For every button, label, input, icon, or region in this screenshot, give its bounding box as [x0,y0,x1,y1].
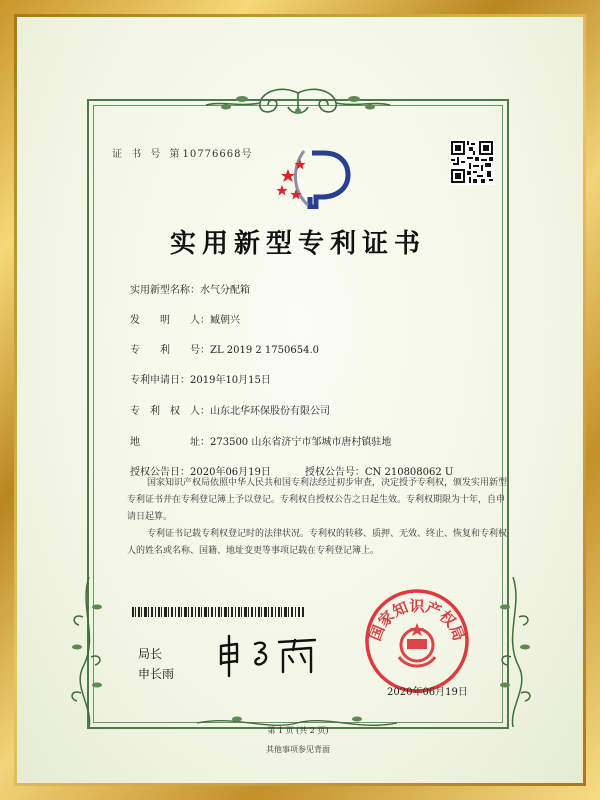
top-ornament-icon [202,87,394,119]
seal-text: 国家知识产权局 [365,597,469,644]
field-row-address [130,433,391,448]
official-seal-icon [363,587,471,695]
qr-code-icon [449,139,495,185]
handwritten-signature-icon [215,632,323,678]
right-ornament-icon [493,577,533,727]
field-label: 专 利 权 人： [130,406,210,417]
director-title: 局长 [138,647,163,661]
director-name: 申长雨 [138,667,175,681]
field-value: ZL 2019 2 1750654.0 [210,345,320,356]
field-row-inventor [130,311,240,326]
certificate-number-suffix: 号 [241,149,253,160]
field-row-name [130,281,250,296]
field-label: 地 址： [130,437,210,448]
back-note: 其他事项参见背面 [266,745,330,754]
field-row-patent-number [130,341,319,356]
field-value: 臧朝兴 [210,315,240,326]
field-label: 发 明 人： [130,315,210,326]
gold-frame-inner [14,14,586,786]
announcement-number-value: CN 210808062 U [364,467,454,478]
field-value: 2019年10月15日 [190,375,271,386]
field-label: 专利申请日： [130,375,190,386]
seal-date: 2020年06月19日 [387,687,468,698]
field-value: 273500 山东省济宁市邹城市唐村镇驻地 [210,437,392,448]
field-label: 实用新型名称： [130,285,200,296]
field-value: 水气分配箱 [200,285,250,296]
left-ornament-icon [69,577,109,727]
field-value: 山东北华环保股份有限公司 [210,406,330,417]
field-row-application-date [130,371,271,386]
certificate-number-label: 证 书 号 第 [112,149,183,160]
page-number: 第 1 页 (共 2 页) [267,726,329,735]
field-row-patentee [130,402,330,417]
announcement-number-label: 授权公告号： [304,467,365,478]
certificate-body-text [127,475,507,560]
cnipa-emblem-icon [274,147,354,209]
announcement-date-value: 2020年06月19日 [190,467,271,478]
field-label: 专 利 号： [130,345,210,356]
barcode-icon [132,607,304,617]
body-paragraph: 专利证书记载专利权登记时的法律状况。专利权的转移、质押、无效、终止、恢复和专利权人的姓名或名称、国籍、地址变更等事项记载在专利登记簿上。 [127,529,508,556]
certificate-paper [17,17,583,783]
announcement-date-label: 授权公告日： [130,467,190,478]
certificate-title: 实用新型专利证书 [169,229,426,259]
director-block [138,644,174,684]
body-paragraph: 国家知识产权局依照中华人民共和国专利法经过初步审查，决定授予专利权，颁发实用新型专利证书并在专利登记簿上予以登记。专利权自授权公告之日起生效。专利权期限为十年，自申请日起算。 [127,478,508,522]
certificate-number [112,145,252,160]
certificate-number-value: 10776668 [182,149,242,160]
